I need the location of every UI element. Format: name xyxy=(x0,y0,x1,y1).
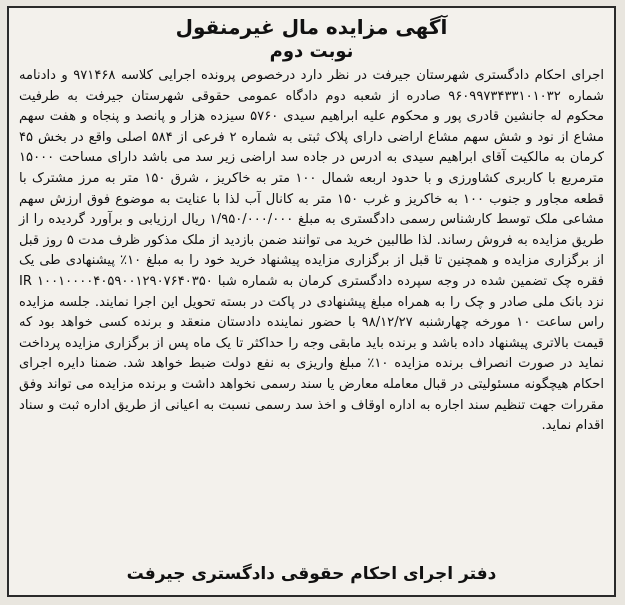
notice-body-text: اجرای احکام دادگستری شهرستان جیرفت در نظر دارد درخصوص پرونده اجرایی کلاسه ۹۷۱۴۶۸ و دادنامه شماره ۹۶۰۹۹۷۳۴۳۳۱۰۱۰۳۲ صادره از شعبه دوم دادگاه عمومی حقوقی شهرستان جیرفت به طرفیت محکوم له جانشین قادری پور و محکوم علیه ابراهیم سیدی ۵۷۶۰ سیزده هزار و پانصد و پنجاه و هفت سهم مشاع از نود و شش سهم مشاع اراضی دارای پلاک ثبتی به شماره ۲ فرعی از ۵۸۴ اصلی واقع در بخش ۴۵ کرمان به مالکیت آقای ابراهیم سیدی به ادرس در جاده سد اراضی زیر سد می باشد دارای مساحت ۱۵۰۰۰ مترمربع با کاربری کشاورزی و با حدود اربعه شمال ۱۰۰ متر به خاکریز ، شرق ۱۵۰ متر به مرز مشترک با قطعه مجاور و جنوب ۱۰۰ به خاکریز و غرب ۱۵۰ متر به کانال آب لذا با عنایت به موضوع فوق ارزش سهم مشاعی ملک توسط کارشناس رسمی دادگستری به مبلغ ۱/۹۵۰/۰۰۰/۰۰۰ ریال ارزیابی و برآورد گردیده را از طریق مزایده به فروش رساند. لذا طالبین خرید می توانند ضمن بازدید از ملک مذکور ظرف مدت ۵ روز قبل از برگزاری مزایده و همچنین تا قبل از برگزاری مزایده پیشنهاد خرید خود را به مبلغ ۱۰٪ پیشنهادی طی یک فقره چک تضمین شده در وجه سپرده دادگستری کرمان به شماره شبا IR ۱۰۰۱۰۰۰۰۴۰۵۹۰۰۱۲۹۰۷۶۴۰۳۵۰ نزد بانک ملی صادر و چک را به همراه مبلغ پیشنهادی در پاکت در بسته تحویل این اجرا نمایند. جلسه مزایده راس ساعت ۱۰ مورخه چهارشنبه ۹۸/۱۲/۲۷ با حضور نماینده دادستان منعقد و برنده کسی خواهد بود که قیمت بالاتری پیشنهاد داده باشد و برنده باید مابقی وجه را حداکثر تا یک ماه پس از برگزاری مزایده پرداخت نماید در صورت انصراف برنده مزایده ۱۰٪ مبلغ واریزی به نفع دولت ضبط خواهد شد. ضمنا دایره اجرای احکام هیچگونه مسئولیتی در قبال معامله معارض یا سند رسمی نخواهد داشت و برنده مزایده می تواند وفق مقررات جهت تنظیم سند اجاره به اداره اوقاف و اخذ سد رسمی نسبت به اعیانی از طریق اداره ثبت و سناد اقدام نماید. xyxy=(19,68,604,434)
notice-title: آگهی مزایده مال غیرمنقول xyxy=(175,15,448,39)
notice-body xyxy=(9,66,614,437)
notice-footer: دفتر اجرای احکام حقوقی دادگستری جیرفت xyxy=(126,564,497,584)
notice-frame xyxy=(7,6,616,597)
notice-subtitle: نوبت دوم xyxy=(269,41,354,62)
